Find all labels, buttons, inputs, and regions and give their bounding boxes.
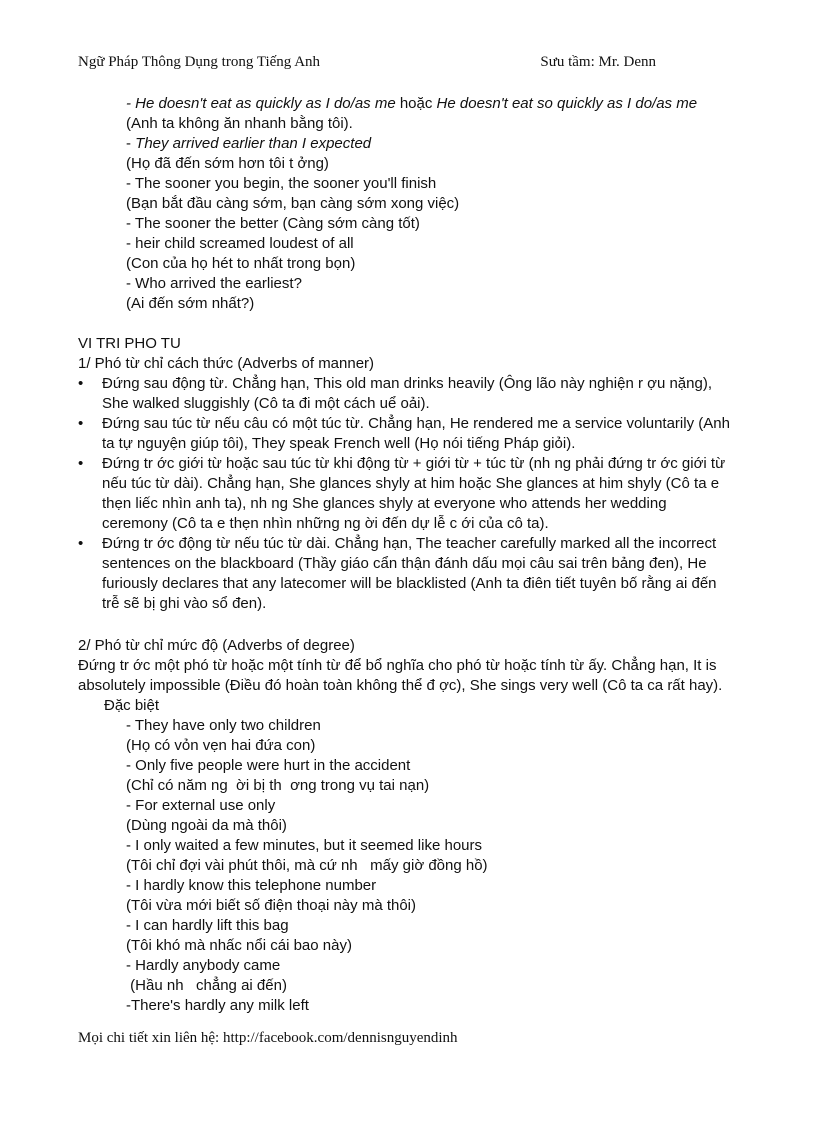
example-line: - They have only two children — [126, 717, 321, 734]
bullet-dot: • — [78, 415, 84, 432]
page-footer — [78, 1030, 458, 1047]
example-line: - I only waited a few minutes, but it seemed like hours — [126, 837, 483, 854]
bullet-text-line: ceremony (Cô ta e thẹn nhìn những ng ời đến dự lễ c ới của cô ta). — [102, 515, 549, 532]
intro-line-text: He doesn't eat so quickly as I do/as me — [436, 95, 698, 112]
bullet-dot: • — [78, 535, 84, 552]
example-line: - Hardly anybody came — [126, 957, 281, 974]
intro-line-text: - The sooner you begin, the sooner you'll finish — [126, 175, 437, 192]
bullet-dot: • — [78, 455, 84, 472]
example-line: - I hardly know this telephone number — [126, 877, 377, 894]
example-line: (Họ có vỏn vẹn hai đứa con) — [126, 737, 316, 754]
intro-line-text: (Con của họ hét to nhất trong bọn) — [126, 255, 356, 272]
example-line: (Dùng ngoài da mà thôi) — [126, 817, 287, 834]
intro-line — [126, 94, 697, 114]
bullet-text-line: Đứng tr ớc giới từ hoặc sau túc từ khi động từ + giới từ + túc từ (nh ng phải đứng tr ớc giới từ — [102, 455, 726, 472]
bullet-text-line: trễ sẽ bị ghi vào sổ đen). — [102, 595, 267, 612]
intro-line-text: - Who arrived the earliest? — [126, 275, 302, 292]
subsection-2-title: 2/ Phó từ chỉ mức độ (Adverbs of degree) — [78, 637, 355, 654]
intro-line — [126, 174, 436, 194]
bullet-text-line: furiously declares that any latecomer will be blacklisted (Anh ta điên tiết tuyên bố rằng ai đến — [102, 575, 717, 592]
section-title: VI TRI PHO TU — [78, 335, 181, 352]
intro-line-text: - He doesn't eat as quickly as I do/as me — [126, 95, 396, 112]
bullet-text-line: Đứng sau động từ. Chẳng hạn, This old man drinks heavily (Ông lão này nghiện r ợu nặng), — [102, 375, 712, 392]
intro-line-text: (Bạn bắt đầu càng sớm, bạn càng sớm xong việc) — [126, 195, 460, 212]
example-line: - For external use only — [126, 797, 276, 814]
bullet-text-line: nếu túc từ dài). Chẳng hạn, She glances shyly at him hoặc She glances at him shyly (Cô ta e — [102, 475, 720, 492]
bullet-text-line: Đứng tr ớc động từ nếu túc từ dài. Chẳng hạn, The teacher carefully marked all the incorrect — [102, 535, 717, 552]
example-line: -There's hardly any milk left — [126, 997, 309, 1014]
subsection-1-title: 1/ Phó từ chỉ cách thức (Adverbs of manner) — [78, 355, 375, 372]
example-line: (Tôi khó mà nhấc nổi cái bao này) — [126, 937, 352, 954]
header-title: Ngữ Pháp Thông Dụng trong Tiếng Anh — [78, 54, 321, 70]
intro-line-text: (Ai đến sớm nhất?) — [126, 295, 255, 312]
intro-line — [126, 114, 353, 134]
intro-line — [126, 234, 354, 254]
header-author: Sưu tầm: Mr. Denn — [540, 54, 656, 70]
intro-line-text: - — [126, 135, 136, 152]
bullet-dot: • — [78, 375, 84, 392]
intro-line-text: hoặc — [395, 95, 437, 112]
intro-line — [126, 294, 254, 314]
intro-line — [126, 194, 459, 214]
bullet-text-line: She walked sluggishly (Cô ta đi một cách uể oải). — [102, 395, 430, 412]
intro-line — [126, 274, 302, 294]
intro-line-text: (Anh ta không ăn nhanh bằng tôi). — [126, 115, 353, 132]
footer-label: Mọi chi tiết xin liên hệ: — [78, 1030, 223, 1046]
intro-line-text: - The sooner the better (Càng sớm càng tốt) — [126, 215, 420, 232]
intro-line-text: (Họ đã đến sớm hơn tôi t ởng) — [126, 155, 329, 172]
subsection-2-para-line-1: Đứng tr ớc một phó từ hoặc một tính từ để bổ nghĩa cho phó từ hoặc tính từ ấy. Chẳng hạn, It is — [78, 657, 717, 674]
example-line: (Hầu nh chẳng ai đến) — [126, 977, 287, 994]
example-line: - Only five people were hurt in the accident — [126, 757, 411, 774]
subsection-2-para-line-2: absolutely impossible (Điều đó hoàn toàn không thể đ ợc), She sings very well (Cô ta ca rất hay). — [78, 677, 723, 694]
footer-link[interactable]: http://facebook.com/dennisnguyendinh — [222, 1030, 458, 1046]
page-header — [78, 54, 656, 71]
intro-line — [126, 154, 329, 174]
example-line: (Chỉ có năm ng ời bị th ơng trong vụ tai nạn) — [126, 777, 430, 794]
bullet-text-line: thẹn liếc nhìn anh ta), nh ng She glances shyly at everyone who attends her wedding — [102, 495, 667, 512]
intro-line — [126, 134, 371, 154]
intro-line-text: - heir child screamed loudest of all — [126, 235, 354, 252]
intro-line — [126, 254, 355, 274]
example-line: - I can hardly lift this bag — [126, 917, 289, 934]
intro-line — [126, 214, 420, 234]
example-line: (Tôi chỉ đợi vài phút thôi, mà cứ nh mấy giờ đồng hồ) — [126, 857, 488, 874]
intro-line-text: They arrived earlier than I expected — [135, 135, 372, 152]
bullet-text-line: sentences on the blackboard (Thầy giáo cẩn thận đánh dấu mọi câu sai trên bảng đen), He — [102, 555, 707, 572]
bullet-text-line: ta tự nguyện giúp tôi), They speak French well (Họ nói tiếng Pháp giỏi). — [102, 435, 576, 452]
example-line: (Tôi vừa mới biết số điện thoại này mà thôi) — [126, 897, 417, 914]
special-label: Đặc biệt — [104, 697, 160, 714]
bullet-text-line: Đứng sau túc từ nếu câu có một túc từ. Chẳng hạn, He rendered me a service voluntarily (Anh — [102, 415, 730, 432]
